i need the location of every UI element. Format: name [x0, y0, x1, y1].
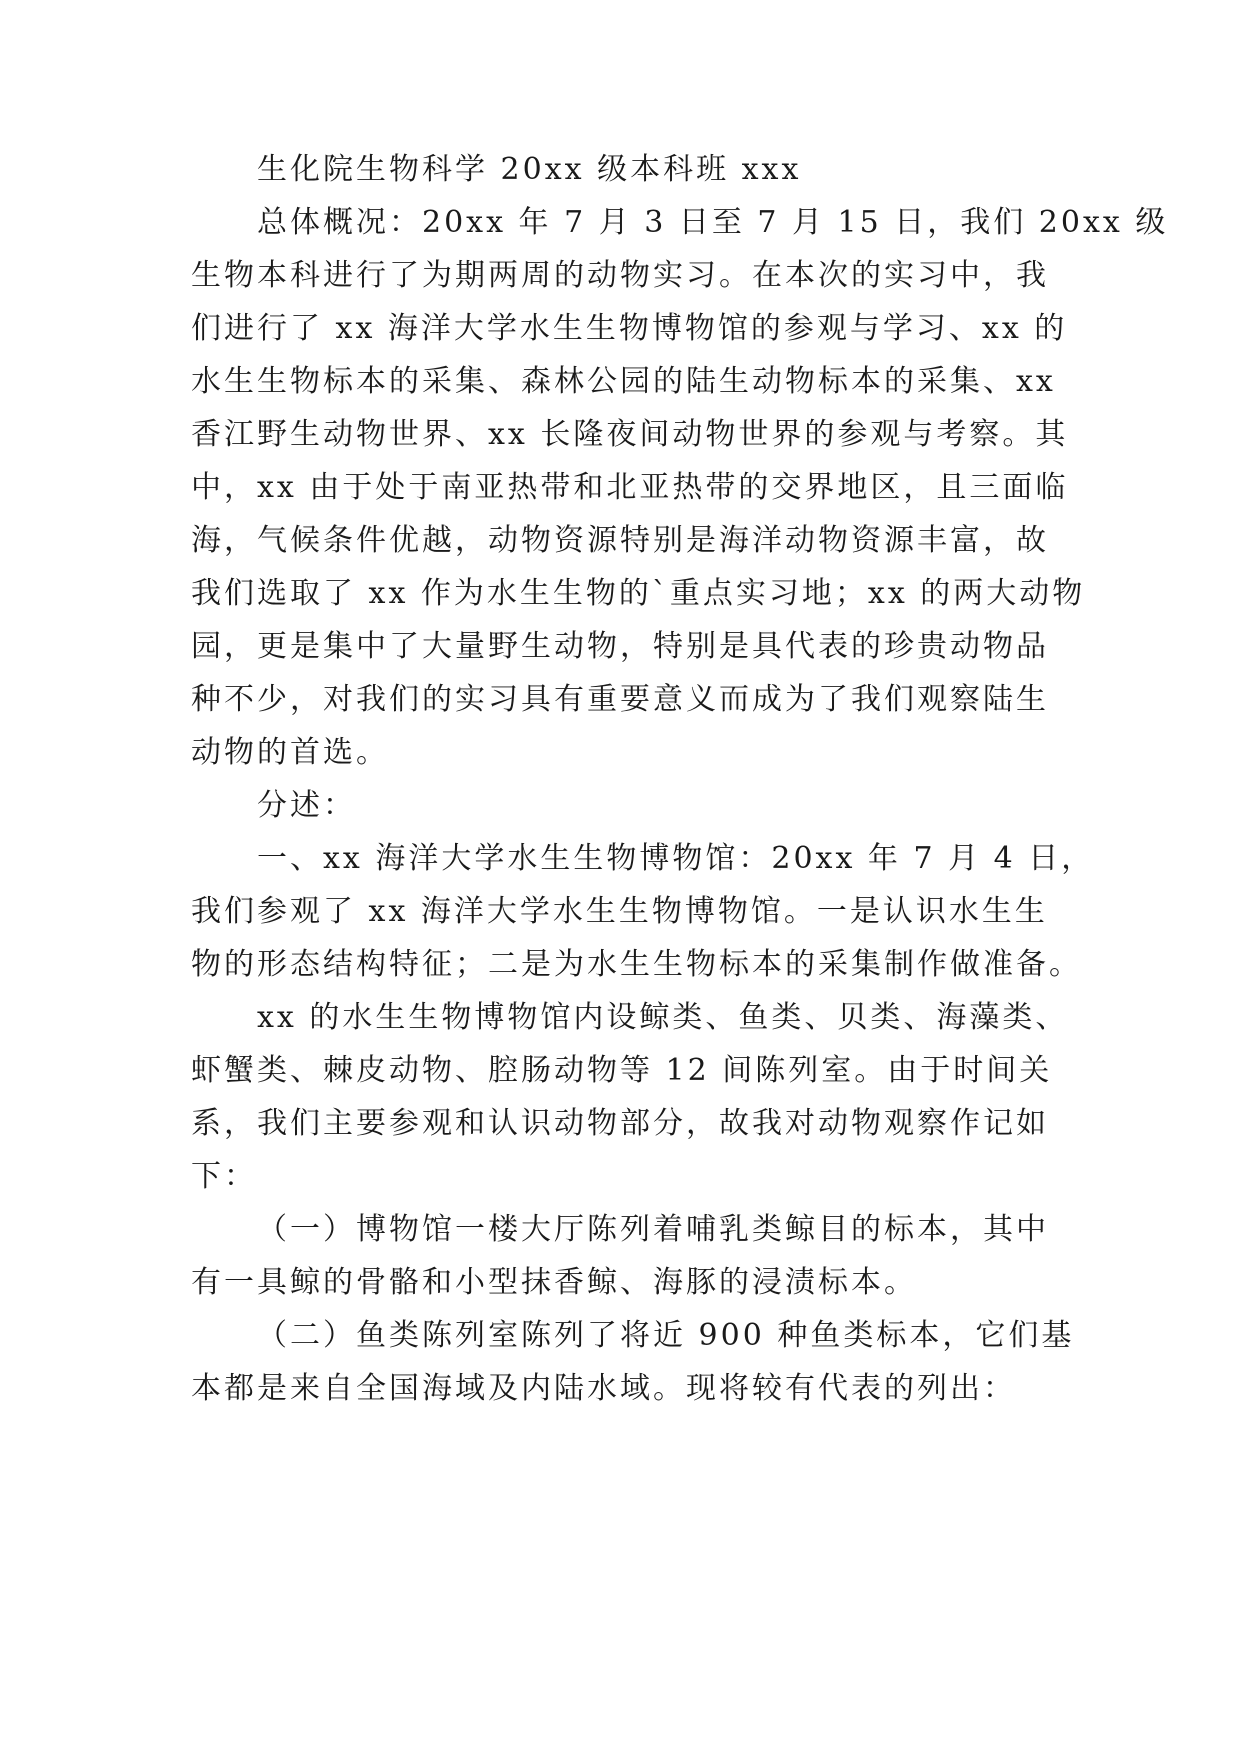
- paragraph-line: 系，我们主要参观和认识动物部分，故我对动物观察作记如: [191, 1106, 1049, 1141]
- paragraph-line: （二）鱼类陈列室陈列了将近 900 种鱼类标本，它们基: [257, 1318, 1075, 1353]
- paragraph-line: （一）博物馆一楼大厅陈列着哺乳类鲸目的标本，其中: [257, 1212, 1049, 1247]
- paragraph-line: 有一具鲸的骨骼和小型抹香鲸、海豚的浸渍标本。: [191, 1265, 917, 1300]
- paragraph-line: xx 的水生生物博物馆内设鲸类、鱼类、贝类、海藻类、: [257, 1000, 1069, 1035]
- paragraph-line: 们进行了 xx 海洋大学水生生物博物馆的参观与学习、xx 的: [191, 311, 1068, 346]
- paragraph-line: 香江野生动物世界、xx 长隆夜间动物世界的参观与考察。其: [191, 417, 1069, 452]
- paragraph-line: 虾蟹类、棘皮动物、腔肠动物等 12 间陈列室。由于时间关: [191, 1053, 1053, 1088]
- paragraph-line: 园，更是集中了大量野生动物，特别是具代表的珍贵动物品: [191, 629, 1049, 664]
- paragraph-line: 一、xx 海洋大学水生生物博物馆：20xx 年 7 月 4 日，: [257, 841, 1095, 876]
- paragraph-line: 我们选取了 xx 作为水生生物的`重点实习地；xx 的两大动物: [191, 576, 1086, 611]
- paragraph-line: 中，xx 由于处于南亚热带和北亚热带的交界地区，且三面临: [191, 470, 1069, 505]
- paragraph-line: 海，气候条件优越，动物资源特别是海洋动物资源丰富，故: [191, 523, 1049, 558]
- paragraph-line: 我们参观了 xx 海洋大学水生生物博物馆。一是认识水生生: [191, 894, 1048, 929]
- paragraph-line: 物的形态结构特征；二是为水生生物标本的采集制作做准备。: [191, 947, 1082, 982]
- paragraph-line: 水生生物标本的采集、森林公园的陆生动物标本的采集、xx: [191, 364, 1056, 399]
- paragraph-line: 本都是来自全国海域及内陆水域。现将较有代表的列出：: [191, 1371, 1016, 1406]
- paragraph-line: 生物本科进行了为期两周的动物实习。在本次的实习中，我: [191, 258, 1049, 293]
- paragraph-line: 总体概况：20xx 年 7 月 3 日至 7 月 15 日，我们 20xx 级: [257, 205, 1169, 240]
- paragraph-line: 种不少，对我们的实习具有重要意义而成为了我们观察陆生: [191, 682, 1049, 717]
- author-line: 生化院生物科学 20xx 级本科班 xxx: [257, 152, 802, 187]
- section-heading: 分述：: [257, 788, 356, 823]
- paragraph-line: 动物的首选。: [191, 735, 389, 770]
- paragraph-line: 下：: [191, 1159, 257, 1194]
